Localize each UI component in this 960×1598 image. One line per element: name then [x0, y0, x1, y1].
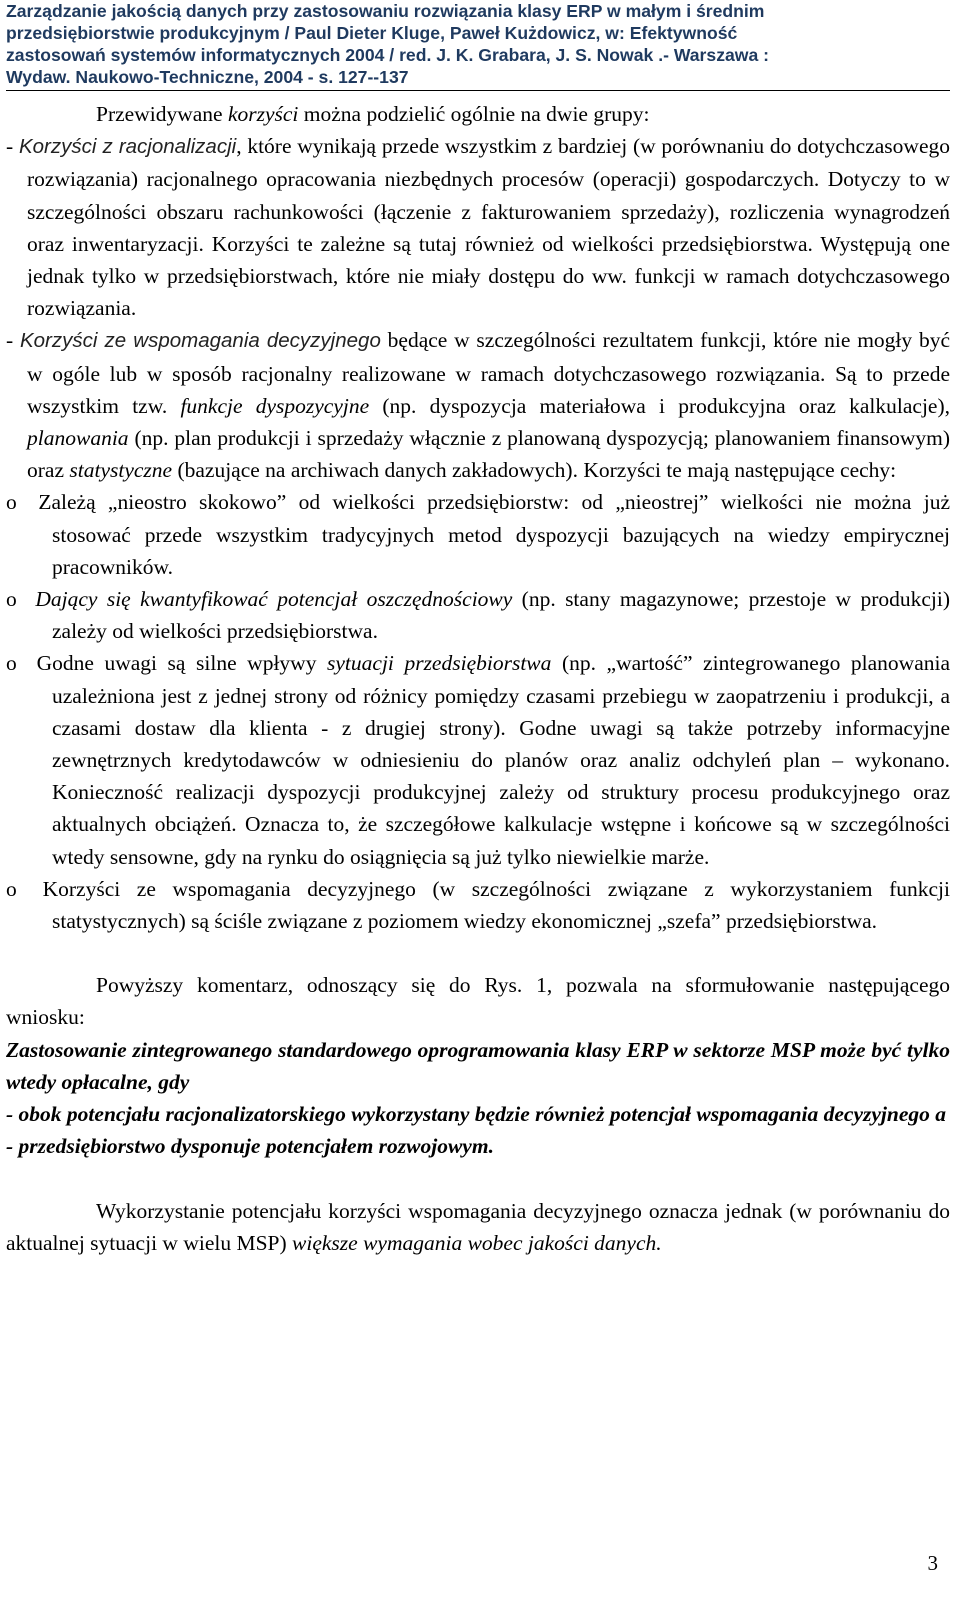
- bullet-marker: o: [6, 490, 17, 515]
- bullet-emphasis: Dający się kwantyfikować potencjał oszczędnościowy: [35, 587, 513, 612]
- emphasis: planowania: [27, 426, 129, 451]
- bullet-emphasis: sytuacji przedsiębiorstwa: [327, 651, 552, 676]
- spacer: [6, 1163, 950, 1195]
- header-line-3: zastosowań systemów informatycznych 2004 / red. J. K. Grabara, J. S. Nowak .- Warszawa :: [6, 45, 769, 65]
- bullet-text: Godne uwagi są silne wpływy: [36, 651, 328, 676]
- emphasis: statystyczne: [69, 458, 173, 483]
- feature-bullet-3: [6, 647, 950, 872]
- final-paragraph: [6, 1195, 950, 1259]
- spacer: [6, 937, 950, 969]
- header-line-2: przedsiębiorstwie produkcyjnym / Paul Dieter Kluge, Paweł Kużdowicz, w: Efektywność: [6, 23, 738, 43]
- dash-marker: -: [6, 1134, 19, 1159]
- group-text: , które wynikają przede wszystkim z bardziej (w porównaniu do dotychczasowego rozwiązania) racjonalnego opracowania niezbędnych procesów (operacji) gospodarczych. Dotyczy to w szczególności obszaru rachunkowości (łączenie z fakturowaniem sprzedaży), rozliczenia wynagrodzeń oraz inwentaryzacji. Korzyści te zależne są tutaj również od wielkości przedsiębiorstwa. Występują one jednak tylko w przedsiębiorstwach, które nie miały dostępu do ww. funkcji w ramach dotychczasowego rozwiązania.: [27, 134, 950, 321]
- group-text: będące w szczególności rezultatem funkcji, które nie mogły być w ogóle lub w sposób racjonalny realizowane w ramach dotychczasowego rozwiązania. Są to przede wszystkim tzw.: [27, 328, 950, 418]
- feature-bullet-4: [6, 873, 950, 937]
- bullet-text: Korzyści ze wspomagania decyzyjnego (w szczególności związane z wykorzystaniem funkcji statystycznych) są ściśle związane z poziomem wiedzy ekonomicznej „szefa” przedsiębiorstwa.: [42, 876, 951, 934]
- feature-bullet-2: [6, 583, 950, 647]
- group-title: Korzyści ze wspomagania decyzyjnego: [19, 329, 381, 353]
- bullet-text: Zależą „nieostro skokowo” od wielkości przedsiębiorstw: od „nieostrej” wielkości nie można już stosować przede wszystkim tradycyjnych metod dyspozycji bazujących na wiedzy empirycznej pracowników.: [38, 490, 950, 579]
- page-number: 3: [927, 1551, 938, 1575]
- bibliographic-header: [6, 0, 950, 91]
- conclusion-statement: Zastosowanie zintegrowanego standardowego oprogramowania klasy ERP w sektorze MSP może być tylko wtedy opłacalne, gdy: [6, 1037, 950, 1094]
- bullet-text: (np. „wartość” zintegrowanego planowania uzależniona jest z jednej strony od różnicy pomiędzy czasami przebiegu w zaopatrzeniu i produkcji, a czasami dostaw dla klienta - z drugiej strony). Godne uwagi są także potrzeby informacyjne zewnętrznych kredytodawców w odniesieniu do planów oraz analiz odchyleń plan – wykonano. Konieczność realizacji dyspozycji produkcyjnej zależy od struktury procesu produkcyjnego oraz aktualnych obciążeń. Oznacza to, że szczegółowe kalkulacje wstępne i końcowe są w szczególności wtedy sensowne, gdy na rynku do osiągnięcia są już tylko niewielkie marże.: [52, 651, 951, 869]
- intro-emphasis: korzyści: [227, 102, 299, 126]
- bullet-marker: o: [6, 876, 17, 901]
- dash-marker: -: [6, 328, 20, 353]
- benefit-group-decision-support: [6, 324, 950, 486]
- group-text: (np. plan produkcji i sprzedaży włącznie z planowaną dyspozycją; planowaniem finansowym) oraz: [27, 426, 950, 483]
- feature-bullet-1: [6, 486, 950, 583]
- conclusion-item-1: [6, 1098, 950, 1130]
- document-body: [6, 98, 950, 1259]
- intro-paragraph: [6, 98, 950, 130]
- final-emphasis: większe wymagania wobec jakości danych.: [292, 1230, 662, 1255]
- final-text: Wykorzystanie potencjału korzyści wspomagania decyzyjnego oznacza jednak (w porównaniu do aktualnej sytuacji w wielu MSP): [6, 1198, 950, 1255]
- intro-text: Przewidywane: [96, 102, 228, 126]
- bullet-marker: o: [6, 587, 17, 612]
- conclusion-text: przedsiębiorstwo dysponuje potencjałem rozwojowym.: [18, 1134, 494, 1159]
- intro-text-end: można podzielić ogólnie na dwie grupy:: [298, 102, 650, 126]
- conclusion-text: obok potencjału racjonalizatorskiego wykorzystany będzie również potencjał wspomagania decyzyjnego a: [18, 1102, 947, 1127]
- bullet-marker: o: [6, 651, 17, 676]
- benefit-group-rationalization: [6, 130, 950, 324]
- conclusion-item-2: [6, 1130, 950, 1162]
- group-text: (bazujące na archiwach danych zakładowych). Korzyści te mają następujące cechy:: [172, 458, 897, 483]
- header-line-4: Wydaw. Naukowo-Techniczne, 2004 - s. 127--137: [6, 67, 409, 87]
- group-text: (np. dyspozycja materiałowa i produkcyjna oraz kalkulacje),: [369, 393, 950, 418]
- emphasis: funkcje dyspozycyjne: [180, 393, 370, 418]
- group-title: Korzyści z racjonalizacji: [18, 135, 237, 159]
- bullet-text: (np. stany magazynowe; przestoje w produkcji) zależy od wielkości przedsiębiorstwa.: [52, 587, 951, 644]
- dash-marker: -: [6, 1102, 19, 1127]
- dash-marker: -: [6, 134, 19, 159]
- header-line-1: Zarządzanie jakością danych przy zastosowaniu rozwiązania klasy ERP w małym i średnim: [6, 1, 765, 21]
- comment-paragraph: Powyższy komentarz, odnoszący się do Rys. 1, pozwala na sformułowanie następującego wniosku:: [6, 973, 950, 1030]
